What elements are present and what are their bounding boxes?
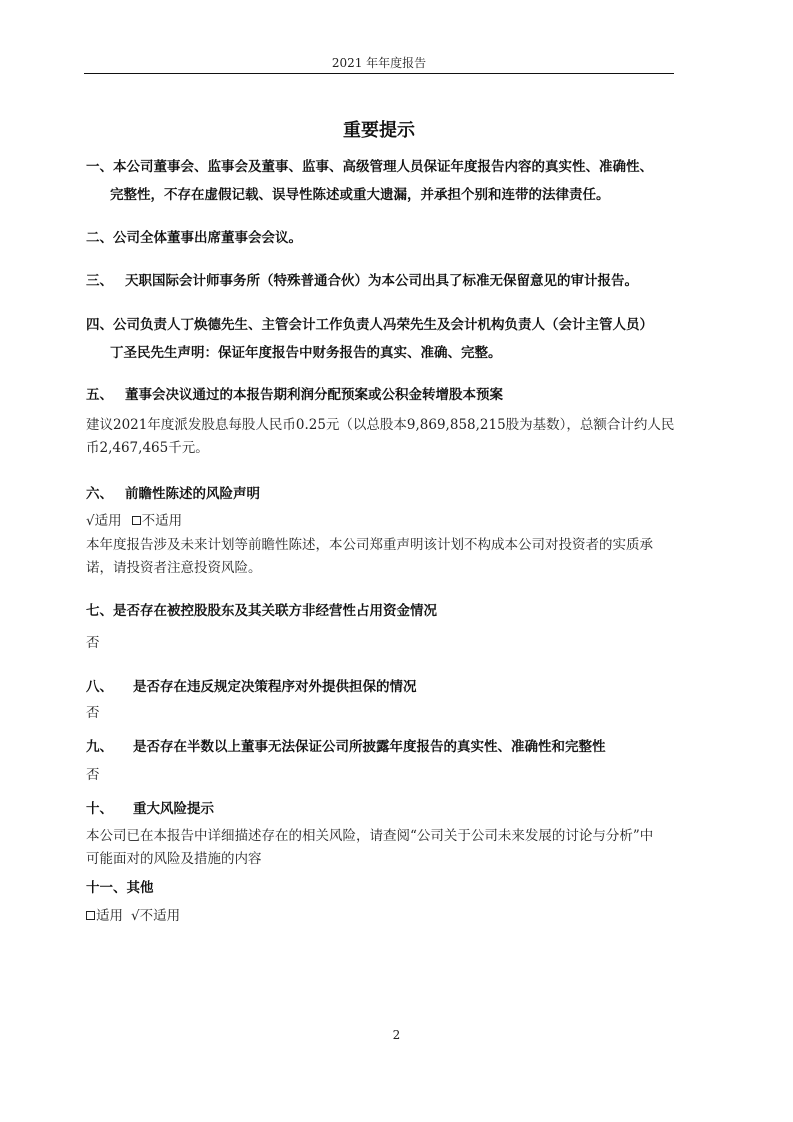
section-4-line-1: 四、公司负责人丁焕德先生、主管会计工作负责人冯荣先生及会计机构负责人（会计主管人员）	[86, 317, 653, 333]
section-1	[86, 153, 653, 209]
header-rule	[84, 73, 674, 74]
section-6-heading	[86, 480, 260, 508]
page-title: 重要提示	[343, 120, 415, 141]
section-4	[86, 311, 653, 367]
section-6-body	[86, 534, 653, 580]
section-5-body-line-2: 币2,467,465千元。	[86, 440, 209, 456]
section-10-body-line-1: 本公司已在本报告中详细描述存在的相关风险，请查阅“公司关于公司未来发展的讨论与分析”中	[86, 828, 654, 844]
section-7-heading: 七、是否存在被控股股东及其关联方非经营性占用资金情况	[86, 603, 437, 619]
section-6-number: 六、	[86, 486, 113, 502]
checkbox-empty-icon	[86, 911, 95, 920]
section-11-not-applicable: √不适用	[131, 908, 181, 924]
section-5-body-line-1: 建议2021年度派发股息每股人民币0.25元（以总股本9,869,858,215股为基数），总额合计约人民	[86, 417, 675, 433]
section-6-not-applicable: 不适用	[141, 513, 183, 529]
section-11-heading: 十一、其他	[86, 880, 154, 896]
section-2: 二、公司全体董事出席董事会会议。	[86, 230, 302, 246]
section-10-heading	[86, 795, 214, 823]
section-10-body-line-2: 可能面对的风险及措施的内容	[86, 851, 262, 867]
section-5-heading	[86, 381, 503, 409]
section-4-line-2: 丁圣民先生声明：保证年度报告中财务报告的真实、准确、完整。	[110, 345, 502, 361]
section-10-text: 重大风险提示	[133, 801, 214, 817]
section-8-heading	[86, 673, 417, 701]
section-1-line-1: 一、本公司董事会、监事会及董事、监事、高级管理人员保证年度报告内容的真实性、准确性、	[86, 159, 653, 175]
section-6-body-line-1: 本年度报告涉及未来计划等前瞻性陈述，本公司郑重声明该计划不构成本公司对投资者的实质承	[86, 537, 653, 553]
section-3-number: 三、	[86, 273, 113, 289]
section-9-number: 九、	[86, 739, 113, 755]
section-5-text: 董事会决议通过的本报告期利润分配预案或公积金转增股本预案	[125, 387, 503, 403]
section-8-answer: 否	[86, 705, 100, 721]
page-number: 2	[392, 1028, 401, 1042]
section-9-text: 是否存在半数以上董事无法保证公司所披露年度报告的真实性、准确性和完整性	[133, 739, 606, 755]
section-5-number: 五、	[86, 387, 113, 403]
section-6-applicability	[86, 510, 182, 533]
section-3-text: 天职国际会计师事务所（特殊普通合伙）为本公司出具了标准无保留意见的审计报告。	[125, 273, 638, 289]
section-11-applicable: 适用	[96, 908, 123, 924]
section-10-body	[86, 825, 653, 871]
checkbox-empty-icon	[132, 516, 141, 525]
section-5-body	[86, 414, 674, 460]
section-1-line-2: 完整性，不存在虚假记载、误导性陈述或重大遗漏，并承担个别和连带的法律责任。	[110, 187, 610, 203]
section-3	[86, 267, 638, 295]
section-9-answer: 否	[86, 767, 100, 783]
section-6-body-line-2: 诺，请投资者注意投资风险。	[86, 560, 262, 576]
section-9-heading	[86, 733, 606, 761]
section-10-number: 十、	[86, 801, 113, 817]
section-6-text: 前瞻性陈述的风险声明	[125, 486, 260, 502]
section-11-applicability	[86, 905, 180, 928]
section-7-answer: 否	[86, 635, 100, 651]
page-header: 2021 年年度报告	[331, 56, 427, 70]
section-6-applicable: √适用	[86, 513, 122, 529]
section-8-number: 八、	[86, 679, 113, 695]
section-8-text: 是否存在违反规定决策程序对外提供担保的情况	[133, 679, 417, 695]
